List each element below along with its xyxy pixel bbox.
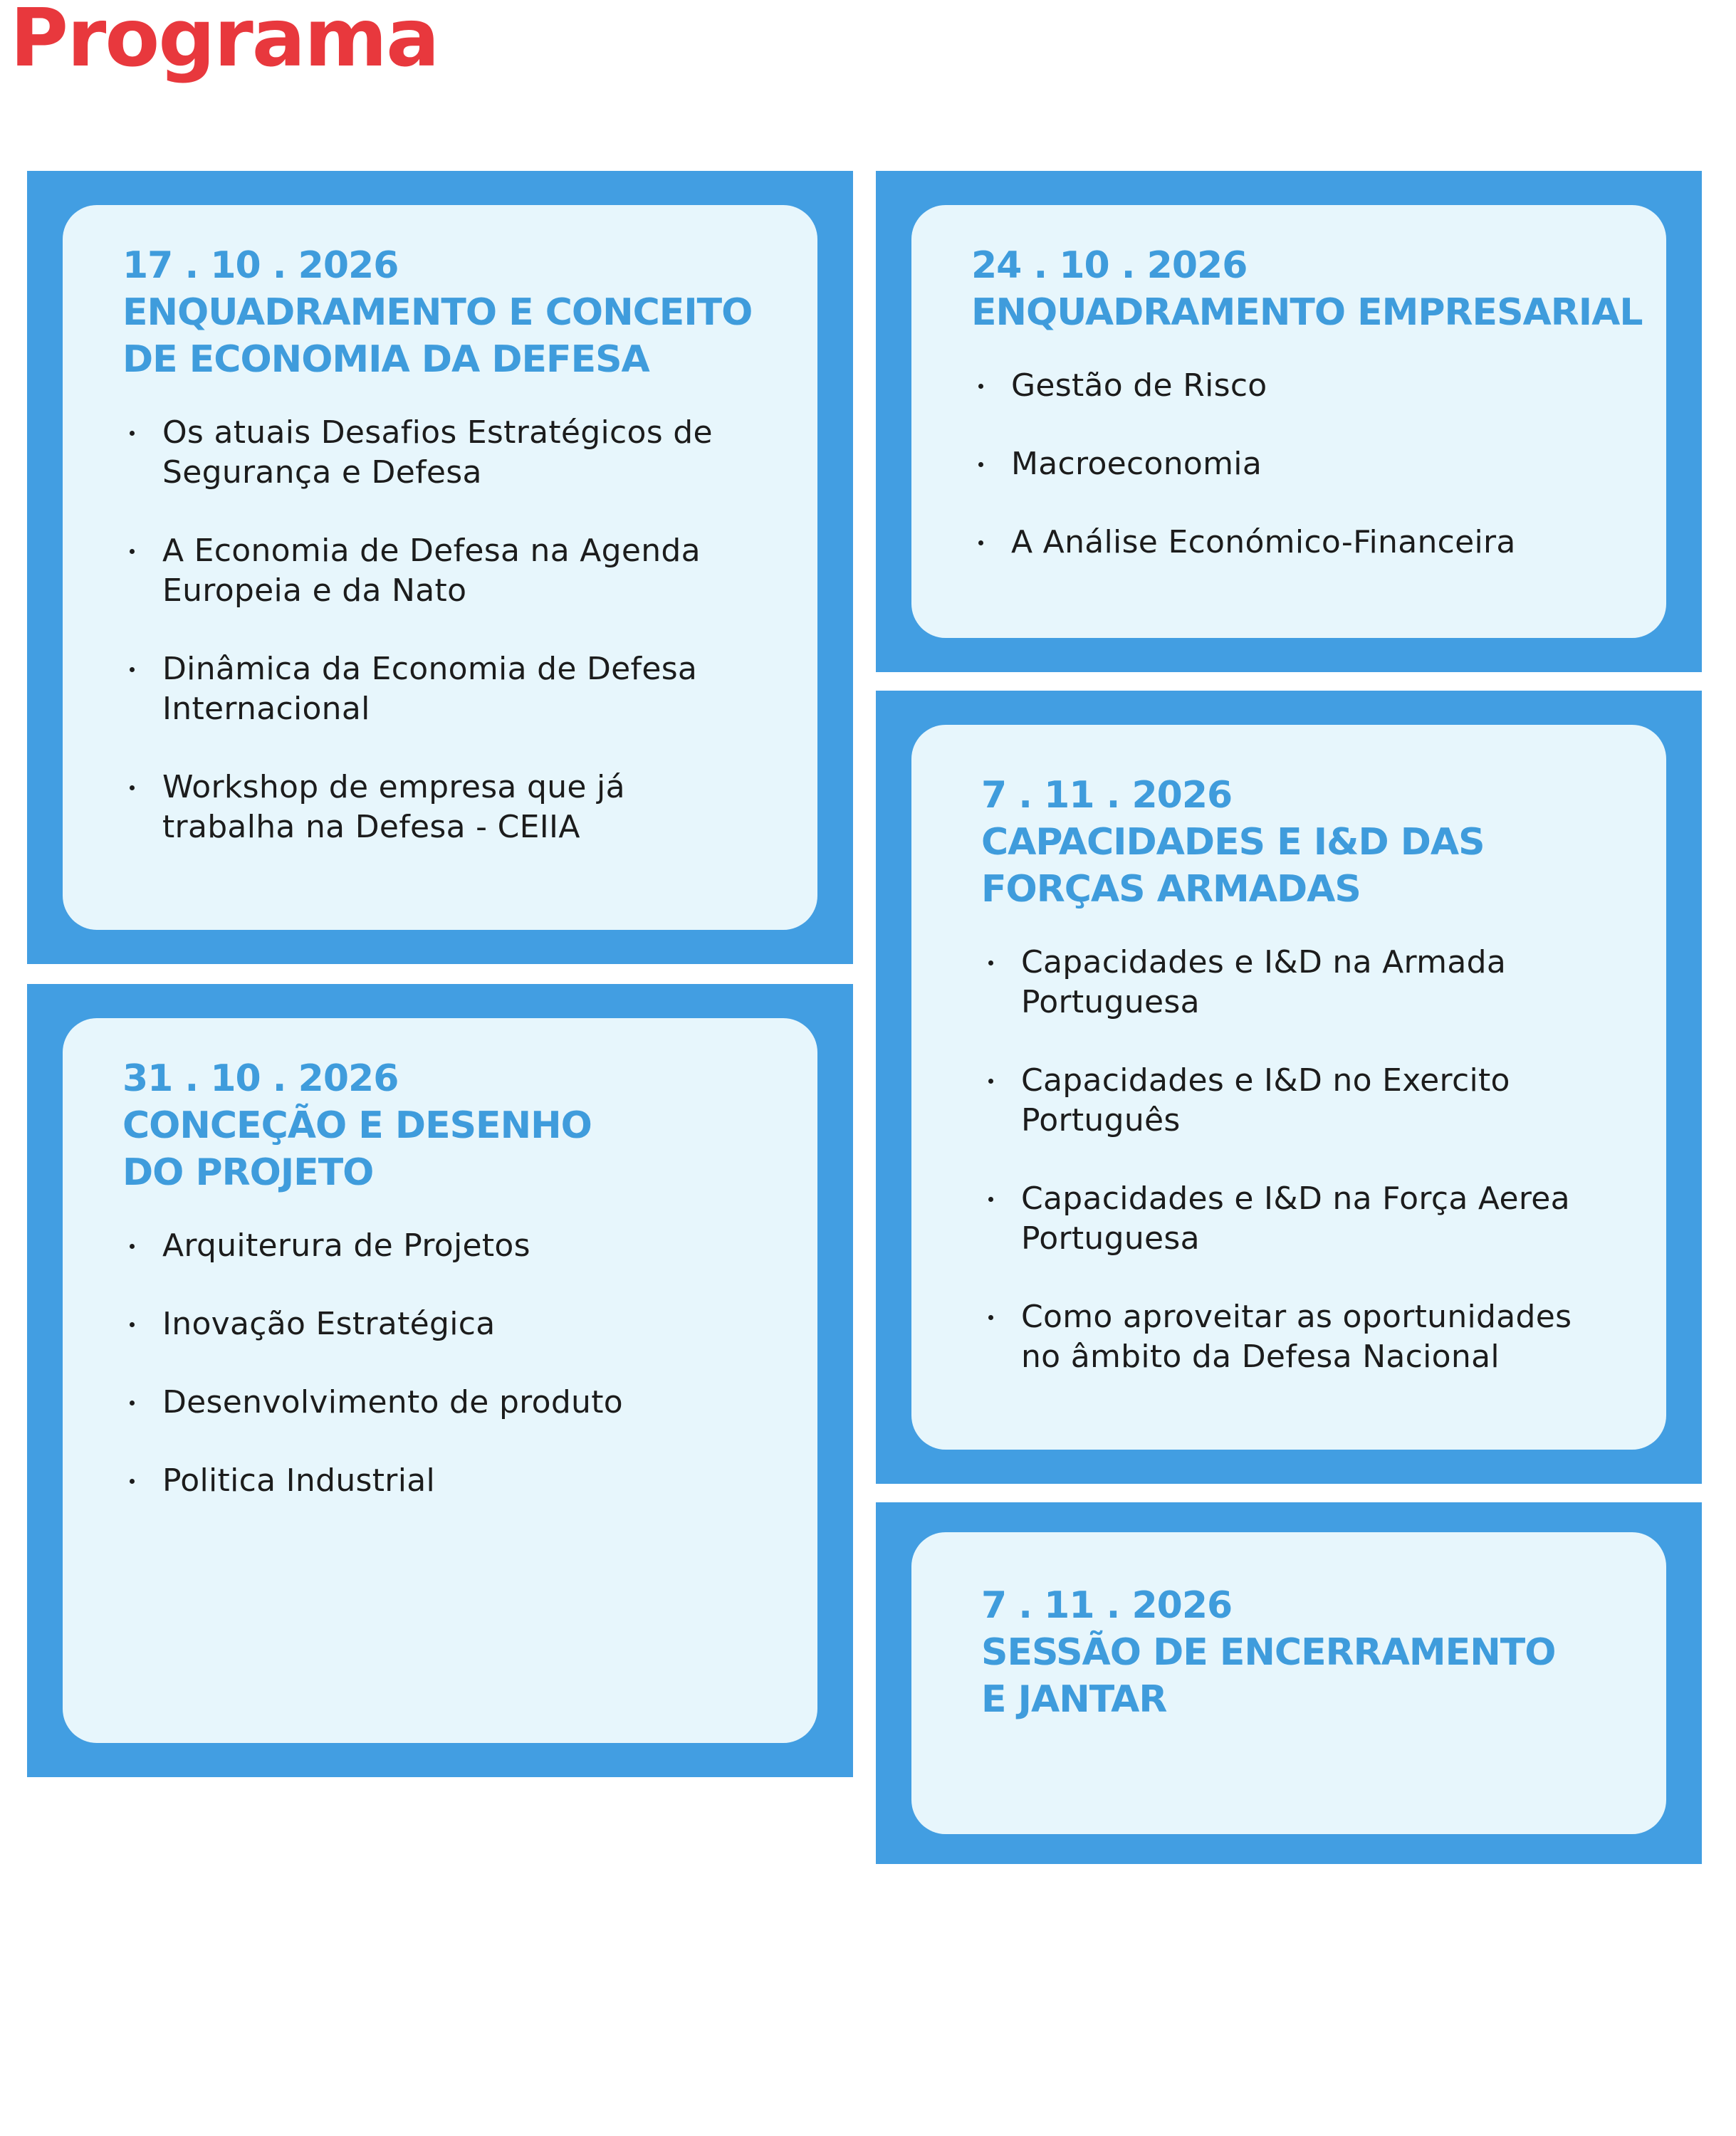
topic-item (122, 649, 796, 729)
bullet-icon (130, 1322, 135, 1327)
bullet-icon (130, 667, 135, 672)
bullet-icon (130, 1244, 135, 1249)
topic-item (122, 1304, 796, 1344)
topic-text: Desenvolvimento de produto (162, 1384, 624, 1420)
topic-item (122, 1461, 796, 1501)
topic-item (122, 1383, 796, 1423)
bullet-icon (988, 1197, 993, 1202)
session-date: 31 . 10 . 2026 (122, 1057, 399, 1100)
topic-item (981, 1297, 1645, 1377)
topic-text: Arquiterura de Projetos (162, 1227, 530, 1264)
session-card-4 (911, 725, 1666, 1450)
topic-item (971, 366, 1645, 406)
bullet-icon (978, 540, 983, 545)
topic-text: Como aproveitar as oportunidades no âmbito da Defesa Nacional (1021, 1299, 1572, 1375)
bullet-icon (130, 785, 135, 790)
session-topic-list (122, 1226, 796, 1501)
topic-text: Macroeconomia (1011, 446, 1262, 482)
topic-item (981, 1061, 1645, 1141)
topic-item (122, 531, 796, 611)
session-heading: SESSÃO DE ENCERRAMENTO E JANTAR (981, 1631, 1556, 1721)
session-date: 17 . 10 . 2026 (122, 244, 399, 287)
bullet-icon (978, 462, 983, 467)
topic-text: A Economia de Defesa na Agenda Europeia e da Nato (162, 533, 701, 609)
topic-text: Os atuais Desafios Estratégicos de Segurança e Defesa (162, 414, 713, 491)
session-date: 7 . 11 . 2026 (981, 1584, 1233, 1627)
bullet-icon (978, 384, 983, 389)
topic-item (122, 413, 796, 493)
topic-item (971, 444, 1645, 484)
bullet-icon (988, 1079, 993, 1084)
topic-item (122, 1226, 796, 1266)
topic-text: Capacidades e I&D no Exercito Português (1021, 1062, 1510, 1138)
session-heading: ENQUADRAMENTO EMPRESARIAL (971, 291, 1643, 334)
topic-item (981, 1179, 1645, 1259)
topic-text: Gestão de Risco (1011, 367, 1267, 404)
topic-text: Workshop de empresa que já trabalha na Defesa - CEIIA (162, 769, 625, 845)
session-date: 24 . 10 . 2026 (971, 244, 1248, 287)
session-card-1 (63, 205, 817, 930)
session-frame-2 (876, 171, 1702, 672)
session-date: 7 . 11 . 2026 (981, 774, 1233, 817)
session-heading: CONCEÇÃO E DESENHO DO PROJETO (122, 1104, 592, 1194)
session-card-2 (911, 205, 1666, 638)
bullet-icon (130, 549, 135, 554)
bullet-icon (130, 1479, 135, 1484)
topic-text: Capacidades e I&D na Força Aerea Portuguesa (1021, 1180, 1570, 1257)
session-heading: ENQUADRAMENTO E CONCEITO DE ECONOMIA DA DEFESA (122, 291, 753, 381)
bullet-icon (988, 1315, 993, 1320)
topic-text: Politica Industrial (162, 1462, 436, 1499)
topic-item (981, 943, 1645, 1022)
session-topic-list (971, 366, 1645, 562)
session-frame-5 (876, 1502, 1702, 1864)
session-frame-3 (27, 984, 853, 1777)
session-frame-1 (27, 171, 853, 964)
topic-text: A Análise Económico-Financeira (1011, 524, 1516, 560)
topic-text: Dinâmica da Economia de Defesa Internacional (162, 651, 698, 727)
page-title: Programa (10, 0, 439, 85)
session-heading: CAPACIDADES E I&D DAS FORÇAS ARMADAS (981, 821, 1485, 911)
topic-item (971, 523, 1645, 562)
session-frame-4 (876, 691, 1702, 1484)
topic-item (122, 768, 796, 847)
topic-text: Capacidades e I&D na Armada Portuguesa (1021, 944, 1507, 1020)
session-card-3 (63, 1018, 817, 1743)
session-card-5 (911, 1532, 1666, 1834)
session-topic-list (122, 413, 796, 847)
session-topic-list (981, 943, 1645, 1377)
topic-text: Inovação Estratégica (162, 1306, 496, 1342)
bullet-icon (130, 431, 135, 436)
bullet-icon (988, 960, 993, 965)
bullet-icon (130, 1401, 135, 1405)
